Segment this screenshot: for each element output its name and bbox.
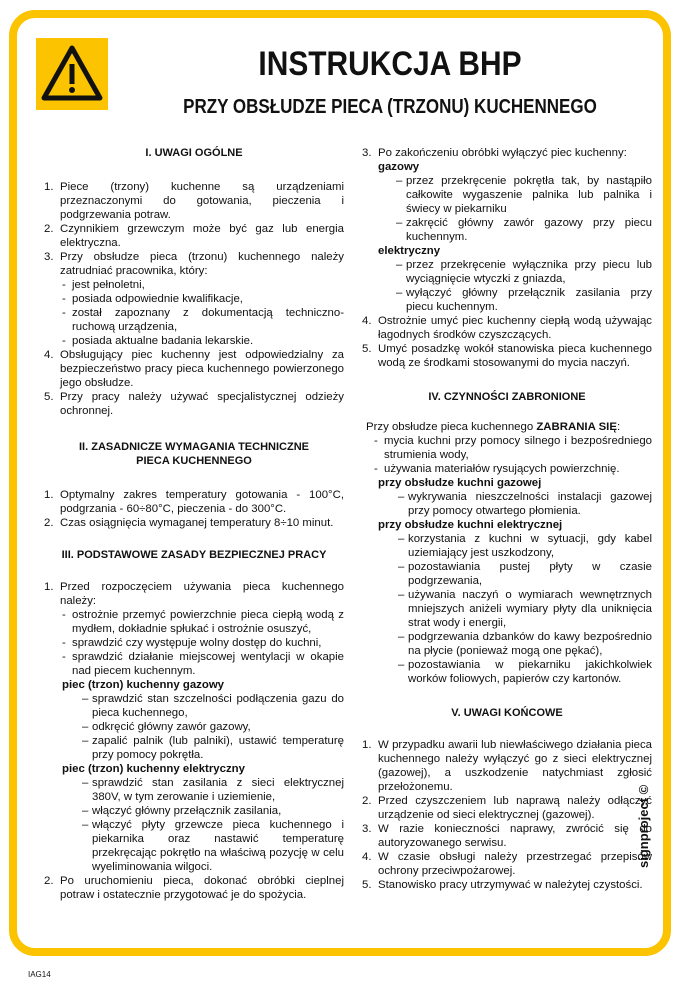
right-column bbox=[362, 146, 652, 892]
list-item-text: pozostawiania pustej płyty w czasie podgrzewania, bbox=[408, 561, 652, 587]
list-item-text: Przy pracy należy używać specjalistycznej odzieży ochronnej. bbox=[60, 391, 344, 417]
list-item: – sprawdzić stan zasilania z sieci elektrycznej 380V, w tym zerowanie i uziemienie, bbox=[82, 777, 344, 803]
list-item-text: wykrywania nieszczelności instalacji gazowej przy pomocy otwartego płomienia. bbox=[408, 491, 652, 517]
intro-bold: ZABRANIA SIĘ bbox=[536, 421, 617, 433]
list-item-text: W czasie obsługi należy przestrzegać przepisów ochrony przeciwpożarowej. bbox=[378, 851, 652, 877]
electric-subheading: przy obsłudze kuchni elektrycznej bbox=[378, 519, 563, 531]
list-item: – przez przekręcenie wyłącznika przy piecu lub wyciągnięcie wtyczki z gniazda, bbox=[396, 259, 652, 285]
list-item: – wykrywania nieszczelności instalacji gazowej przy pomocy otwartego płomienia. bbox=[398, 491, 652, 517]
list-item: – zakręcić główny zawór gazowy przy piecu kuchennym. bbox=[396, 217, 652, 243]
page-subtitle: PRZY OBSŁUDZE PIECA (TRZONU) KUCHENNEGO bbox=[183, 96, 597, 118]
list-item-text: Czynnikiem grzewczym może być gaz lub energia elektryczna. bbox=[60, 223, 344, 249]
section-3-heading: III. PODSTAWOWE ZASADY BEZPIECZNEJ PRACY bbox=[61, 549, 327, 561]
list-item-text: posiada odpowiednie kwalifikacje, bbox=[72, 293, 243, 305]
list-item: - sprawdzić działanie miejscowej wentylacji w okapie nad piecem kuchennym. bbox=[62, 651, 344, 677]
warning-triangle-icon bbox=[36, 38, 108, 110]
list-item-text: Ostrożnie umyć piec kuchenny ciepłą wodą używając łagodnych środków czyszczących. bbox=[378, 315, 652, 341]
section-1-heading: I. UWAGI OGÓLNE bbox=[145, 147, 243, 159]
list-item-text: korzystania z kuchni w sytuacji, gdy kabel uziemiający jest uszkodzony, bbox=[408, 533, 652, 559]
list-item-text: Przed czyszczeniem lub naprawą należy odłączyć urządzenie od sieci elektrycznej (gazowej). bbox=[378, 795, 652, 821]
list-item: - sprawdzić czy występuje wolny dostęp do kuchni, bbox=[62, 636, 344, 650]
list-item-text: Czas osiągnięcia wymaganej temperatury 8÷10 minut. bbox=[60, 517, 334, 529]
page-title: INSTRUKCJA BHP bbox=[258, 45, 522, 83]
list-item: - został zapoznany z dokumentacją techniczno-ruchową urządzenia, bbox=[62, 307, 344, 333]
intro-text: Przy obsłudze pieca kuchennego bbox=[366, 421, 537, 433]
list-item: – pozostawiania w piekarniku jakichkolwiek worków foliowych, papierów czy kartonów. bbox=[398, 659, 652, 685]
product-code: IAG14 bbox=[28, 970, 51, 979]
gas-subheading: piec (trzon) kuchenny gazowy bbox=[62, 679, 225, 691]
list-item-text: Stanowisko pracy utrzymywać w należytej czystości. bbox=[378, 879, 643, 891]
list-item-text: włączyć płyty grzewcze pieca kuchennego i piekarnika oraz nastawić temperaturę przekręcając pokrętło na właściwą pozycję w celu wyeliminowania wilgoci. bbox=[92, 819, 344, 873]
list-item: – zapalić palnik (lub palniki), ustawić temperaturę przy pomocy pokrętła. bbox=[82, 735, 344, 761]
list-item: 1. W przypadku awarii lub niewłaściwego działania pieca kuchennego należy wyłączyć go z sieci elektrycznej (gazowej), a uszkodzenie natychmiast zgłosić przełożonemu. bbox=[362, 739, 652, 793]
list-item: - jest pełnoletni, bbox=[62, 278, 344, 292]
left-column bbox=[44, 146, 344, 902]
list-item-text: zapalić palnik (lub palniki), ustawić temperaturę przy pomocy pokrętła. bbox=[92, 735, 344, 761]
list-item-text: Przed rozpoczęciem używania pieca kuchennego należy: bbox=[60, 581, 344, 607]
list-item: – korzystania z kuchni w sytuacji, gdy kabel uziemiający jest uszkodzony, bbox=[398, 533, 652, 559]
prohibited-intro bbox=[362, 420, 652, 434]
list-item: 5. Przy pracy należy używać specjalistycznej odzieży ochronnej. bbox=[44, 391, 344, 417]
list-item-text: W razie konieczności naprawy, zwrócić się do autoryzowanego serwisu. bbox=[378, 823, 652, 849]
list-item-text: sprawdzić czy występuje wolny dostęp do kuchni, bbox=[72, 637, 322, 649]
list-item-text: sprawdzić stan zasilania z sieci elektrycznej 380V, w tym zerowanie i uziemienie, bbox=[92, 777, 344, 803]
list-item-text: wyłączyć główny przełącznik zasilania przy piecu kuchennym. bbox=[406, 287, 652, 313]
list-item-text: Przy obsłudze pieca (trzonu) kuchennego należy zatrudniać pracownika, który: bbox=[60, 251, 344, 277]
list-item: – sprawdzić stan szczelności podłączenia gazu do pieca kuchennego, bbox=[82, 693, 344, 719]
list-item: 2. Czynnikiem grzewczym może być gaz lub energia elektryczna. bbox=[44, 223, 344, 249]
list-item-text: W przypadku awarii lub niewłaściwego działania pieca kuchennego należy wyłączyć go z sieci elektrycznej (gazowej), a uszkodzenie natychmiast zgłosić przełożonemu. bbox=[378, 739, 652, 793]
electric-subheading: piec (trzon) kuchenny elektryczny bbox=[62, 763, 245, 775]
list-item-text: mycia kuchni przy pomocy silnego i bezpośredniego strumienia wody, bbox=[384, 435, 652, 461]
list-item: 5. Stanowisko pracy utrzymywać w należytej czystości. bbox=[362, 878, 652, 892]
list-item-text: posiada aktualne badania lekarskie. bbox=[72, 335, 254, 347]
list-item: – włączyć płyty grzewcze pieca kuchennego i piekarnika oraz nastawić temperaturę przekręcając pokrętło na właściwą pozycję w celu wyeliminowania wilgoci. bbox=[82, 819, 344, 873]
list-item: - mycia kuchni przy pomocy silnego i bezpośredniego strumienia wody, bbox=[374, 435, 652, 461]
list-item: - używania materiałów rysujących powierzchnię. bbox=[374, 462, 652, 476]
list-item: 1. Przed rozpoczęciem używania pieca kuchennego należy: bbox=[44, 581, 344, 607]
list-item: - posiada aktualne badania lekarskie. bbox=[62, 334, 344, 348]
list-item-text: jest pełnoletni, bbox=[72, 279, 145, 291]
list-item: 3. Po zakończeniu obróbki wyłączyć piec kuchenny: bbox=[362, 146, 652, 160]
list-item-text: podgrzewania dzbanków do kawy bezpośrednio na płycie (ponieważ mogą one pękać), bbox=[408, 631, 652, 657]
electric-subheading: elektryczny bbox=[378, 245, 441, 257]
list-item: 3. Przy obsłudze pieca (trzonu) kuchennego należy zatrudniać pracownika, który: bbox=[44, 251, 344, 277]
list-item-text: Obsługujący piec kuchenny jest odpowiedzialny za bezpieczeństwo pracy pieca kuchennego powierzonego jego obsłudze. bbox=[60, 349, 344, 389]
gas-subheading: przy obsłudze kuchni gazowej bbox=[378, 477, 542, 489]
list-item: 4. W czasie obsługi należy przestrzegać przepisów ochrony przeciwpożarowej. bbox=[362, 851, 652, 877]
list-item-text: Piece (trzony) kuchenne są urządzeniami przeznaczonymi do gotowania, pieczenia i podgrzewania potraw. bbox=[60, 181, 344, 221]
section-4-heading: IV. CZYNNOŚCI ZABRONIONE bbox=[428, 391, 586, 403]
list-item-text: został zapoznany z dokumentacją techniczno-ruchową urządzenia, bbox=[72, 307, 344, 333]
list-item-text: Umyć posadzkę wokół stanowiska pieca kuchennego wodą ze środkami stosowanymi do mycia naczyń. bbox=[378, 343, 652, 369]
list-item-text: Po zakończeniu obróbki wyłączyć piec kuchenny: bbox=[378, 147, 627, 159]
intro-end: : bbox=[616, 421, 621, 433]
list-item: 5. Umyć posadzkę wokół stanowiska pieca kuchennego wodą ze środkami stosowanymi do mycia naczyń. bbox=[362, 343, 652, 369]
list-item-text: odkręcić główny zawór gazowy, bbox=[92, 721, 251, 733]
list-item-text: sprawdzić działanie miejscowej wentylacji w okapie nad piecem kuchennym. bbox=[72, 651, 344, 677]
list-item: – włączyć główny przełącznik zasilania, bbox=[82, 804, 344, 818]
list-item-text: sprawdzić stan szczelności podłączenia gazu do pieca kuchennego, bbox=[92, 693, 344, 719]
list-item: - ostrożnie przemyć powierzchnie pieca ciepłą wodą z mydłem, dokładnie spłukać i ostrożnie osuszyć, bbox=[62, 609, 344, 635]
list-item: 4. Obsługujący piec kuchenny jest odpowiedzialny za bezpieczeństwo pracy pieca kuchennego powierzonego jego obsłudze. bbox=[44, 349, 344, 389]
list-item: – wyłączyć główny przełącznik zasilania przy piecu kuchennym. bbox=[396, 287, 652, 313]
list-item: 3. W razie konieczności naprawy, zwrócić się do autoryzowanego serwisu. bbox=[362, 823, 652, 849]
list-item: – przez przekręcenie pokrętła tak, by nastąpiło całkowite wygaszenie palnika lub palnika i świecy w piekarniku bbox=[396, 175, 652, 215]
list-item: 4. Ostrożnie umyć piec kuchenny ciepłą wodą używając łagodnych środków czyszczących. bbox=[362, 315, 652, 341]
list-item-text: zakręcić główny zawór gazowy przy piecu kuchennym. bbox=[406, 217, 652, 243]
list-item: – pozostawiania pustej płyty w czasie podgrzewania, bbox=[398, 561, 652, 587]
list-item-text: Po uruchomieniu pieca, dokonać obróbki cieplnej potraw i ostatecznie przygotować je do spożycia. bbox=[60, 875, 344, 901]
list-item-text: używania naczyń o wymiarach wewnętrznych mniejszych aniżeli wymiary płyty dla uniknięcia strat wody i energii, bbox=[408, 589, 652, 629]
list-item-text: przez przekręcenie wyłącznika przy piecu lub wyciągnięcie wtyczki z gniazda, bbox=[406, 259, 652, 285]
list-item-text: Optymalny zakres temperatury gotowania - 100°C, podgrzania - 60÷80°C, pieczenia - do 300°C. bbox=[60, 489, 344, 515]
list-item: 2. Po uruchomieniu pieca, dokonać obróbki cieplnej potraw i ostatecznie przygotować je do spożycia. bbox=[44, 875, 344, 901]
list-item-text: włączyć główny przełącznik zasilania, bbox=[92, 805, 282, 817]
section-2-heading: II. ZASADNICZE WYMAGANIA TECHNICZNE PIECA KUCHENNEGO bbox=[79, 441, 309, 467]
list-item-text: ostrożnie przemyć powierzchnie pieca ciepłą wodą z mydłem, dokładnie spłukać i ostrożnie osuszyć, bbox=[72, 609, 344, 635]
list-item: 1. Optymalny zakres temperatury gotowania - 100°C, podgrzania - 60÷80°C, pieczenia - do 300°C. bbox=[44, 489, 344, 515]
list-item: - posiada odpowiednie kwalifikacje, bbox=[62, 292, 344, 306]
list-item: – używania naczyń o wymiarach wewnętrznych mniejszych aniżeli wymiary płyty dla uniknięcia strat wody i energii, bbox=[398, 589, 652, 629]
list-item: – podgrzewania dzbanków do kawy bezpośrednio na płycie (ponieważ mogą one pękać), bbox=[398, 631, 652, 657]
brand-mark: signproject © bbox=[636, 784, 651, 868]
list-item: 2. Czas osiągnięcia wymaganej temperatury 8÷10 minut. bbox=[44, 516, 344, 530]
warning-sign bbox=[36, 38, 108, 110]
section-5-heading: V. UWAGI KOŃCOWE bbox=[451, 707, 563, 719]
list-item-text: przez przekręcenie pokrętła tak, by nastąpiło całkowite wygaszenie palnika lub palnika i świecy w piekarniku bbox=[406, 175, 652, 215]
list-item-text: pozostawiania w piekarniku jakichkolwiek worków foliowych, papierów czy kartonów. bbox=[408, 659, 652, 685]
list-item: – odkręcić główny zawór gazowy, bbox=[82, 720, 344, 734]
list-item-text: używania materiałów rysujących powierzchnię. bbox=[384, 463, 620, 475]
list-item: 1. Piece (trzony) kuchenne są urządzeniami przeznaczonymi do gotowania, pieczenia i podgrzewania potraw. bbox=[44, 181, 344, 221]
gas-subheading: gazowy bbox=[378, 161, 420, 173]
list-item: 2. Przed czyszczeniem lub naprawą należy odłączyć urządzenie od sieci elektrycznej (gazowej). bbox=[362, 795, 652, 821]
